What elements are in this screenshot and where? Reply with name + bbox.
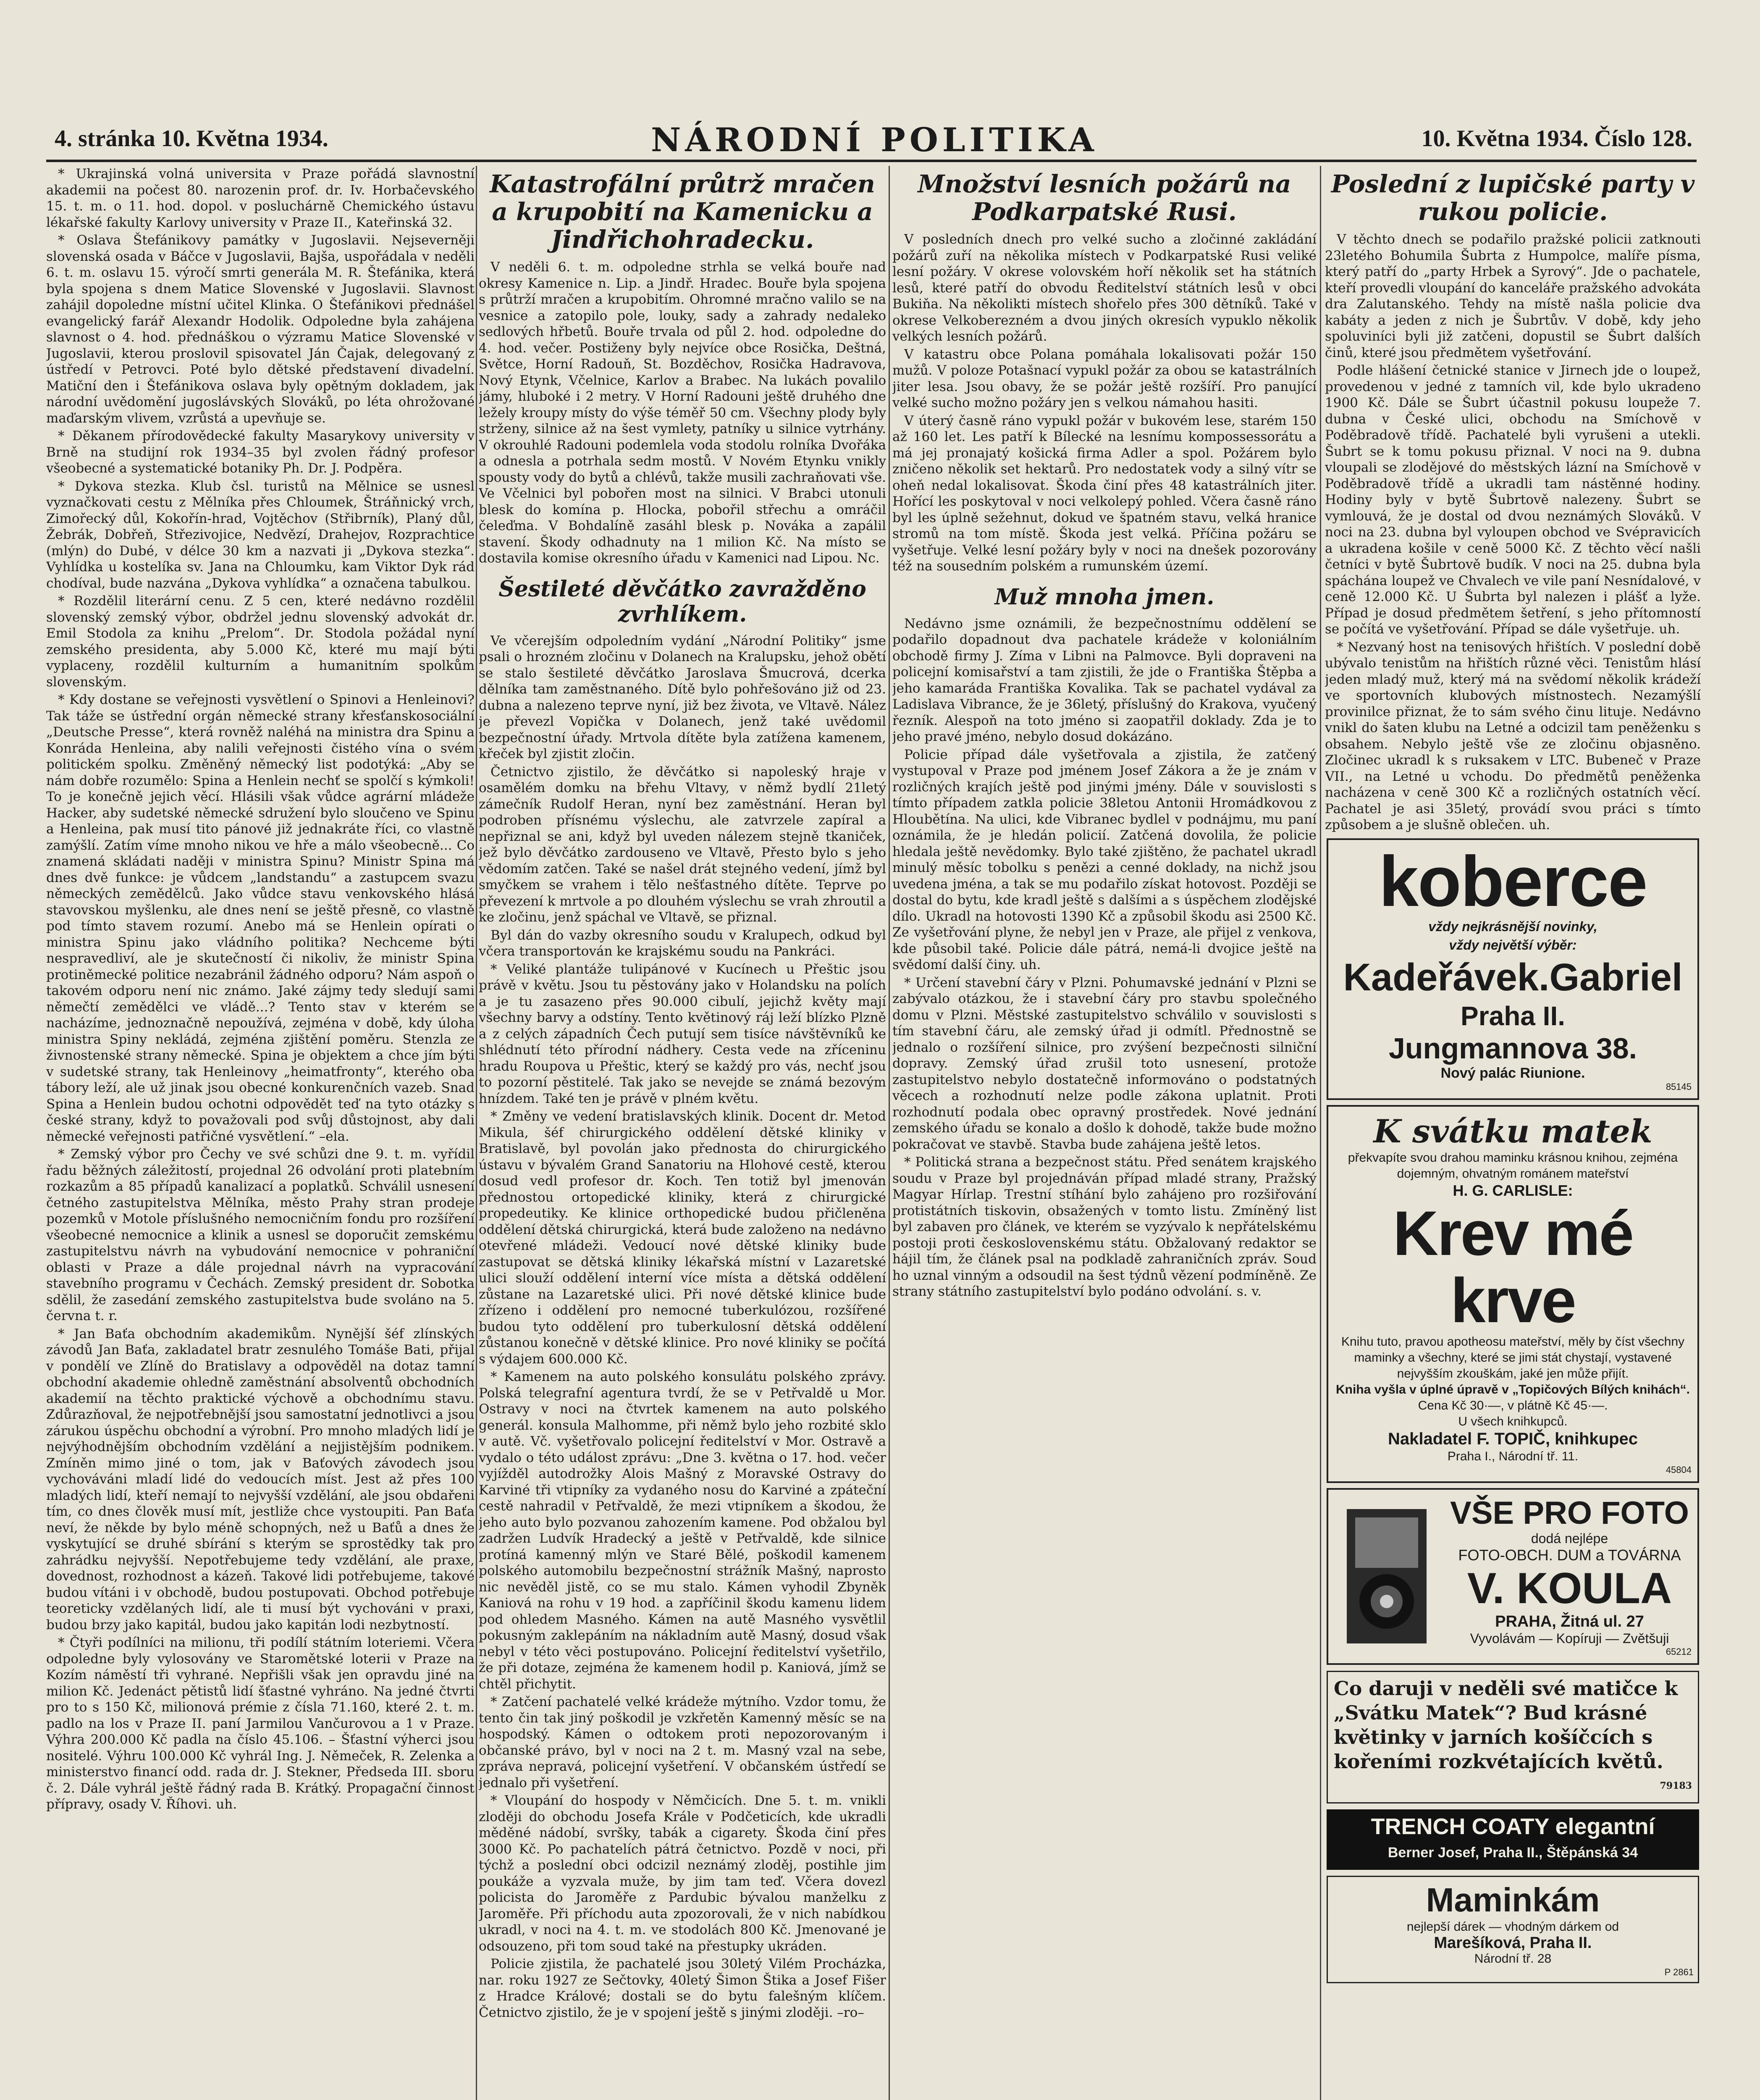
ad-text: Co daruji v neděli své matičce k „Svátku Matek“? Bud krásné květinky v jarních košíčcích s kořeními rozkvétajících květů. <box>1334 1677 1678 1773</box>
ad-code: 45804 <box>1666 1464 1692 1475</box>
masthead: NÁRODNÍ POLITIKA <box>651 121 1098 159</box>
ad-city: Praha II. <box>1461 1000 1565 1031</box>
column-3 <box>892 166 1317 2100</box>
article-paragraph: Policie případ dále vyšetřovala a zjistila, že zatčený vystupoval v Praze pod jménem Josef Zákora a že je znám v rozličných krajích ještě pod jinými jmény. Dále v souvislosti s tímto případem zatkla policie 38letou Antonii Hromádkovou z Hloubětína. Na ulici, kde Vibranec bydlel v podnájmu, mu paní oznámila, že je hledán policií. Zatčená dovolila, že policie hledala ještě nevědomky. Bylo také zjištěno, že pachatel ukradl minulý měsíc tobolku s penězi a cenné doklady, na nichž jsou uvedena jména, a tak se mu podařilo získat hotovost. Později se dostal do bytu, kde kradl ještě s dalšími a s úspěchem zlodějské dílo. Ukradl na hotovosti 1390 Kč a způsobil škodu asi 2500 Kč. Ze vyšetřování plyne, že nebyl jen v Praze, ale přijel z venkova, kde působil také. Policie dále pátrá, nemá-li dvojice ještě na svědomí další činy. uh. <box>892 747 1317 972</box>
article-headline: Katastrofální průtrž mračen a krupobití na Kamenicku a Jindřichohradecku. <box>490 170 875 254</box>
article-headline: Šestileté děvčátko zavražděno zvrhlíkem. <box>498 576 866 627</box>
header-rule <box>46 160 1697 162</box>
ad-line: FOTO-OBCH. DUM a TOVÁRNA <box>1458 1546 1681 1564</box>
ad-line: Knihu tuto, pravou apotheosu mateřství, měly by číst všechny maminky a všechny, které se jimi stát chystají, vystavené nejvyšším zkouškám, jaké jen může přijít. <box>1341 1334 1685 1381</box>
ad-address: PRAHA, Žitná ul. 27 <box>1495 1612 1644 1630</box>
camera-icon <box>1334 1501 1439 1652</box>
news-item: * Děkanem přírodovědecké fakulty Masarykovy university v Brně na studijní rok 1934–35 byl zvolen řádný profesor všeobecné a systematické botaniky Ph. Dr. J. Podpěra. <box>46 428 475 476</box>
ad-headline: Maminkám <box>1426 1881 1600 1919</box>
ad-publisher: Nakladatel F. TOPIČ, knihkupec <box>1388 1429 1638 1448</box>
column-4 <box>1325 166 1701 2100</box>
article-headline: Muž mnoha jmen. <box>994 584 1214 610</box>
news-item: Policie zjistila, že pachatelé jsou 30letý Vilém Procházka, nar. roku 1927 ze Sečtovky, 40letý Šimon Štika a Josef Fišer z Hradce Králové; dostali se do bytu falešným klíčem. Četnictvo zjistilo, že je v spojení ještě s jinými zloději. –ro– <box>479 1956 886 2020</box>
news-item: * Zatčení pachatelé velké krádeže mýtního. Vzdor tomu, že tento čin tak jiný poškodil je vzkřetěn Kamenný měsíc se na hospodský. Kámen o odtokem proti nepozorovaným i občanské právo, byl v noci na 2 t. m. Masný vzal na sebe, zpráva nepravá, policejní vyšetření. V občanském ústředí se jednalo při vyšetření. <box>479 1694 886 1790</box>
ad-headline: K svátku matek <box>1373 1112 1652 1150</box>
ad-street: Jungmannova 38. <box>1388 1032 1637 1065</box>
news-item: * Kamenem na auto polského konsulátu polského zprávy. Polská telegrafní agentura tvrdí, že se v Petřvaldě u Mor. Ostravy v noci na čtvrtek kamenem na auto polského generál. konsula Malhomme, při němž bylo jeho rozbité sklo v autě. Vč. vyšetřovalo policejní ředitelství v Mor. Ostravě a vydalo o této událost zprávu: „Dne 3. května o 17. hod. večer vyjížděl autodrožky Alois Mašný z Moravské Ostravy do Karviné tři vtipníky za vydaného nosu do Karviné a zpáteční cestě nahradil v Petřvaldě, že mezi vtipníkem a škodou, že jeho auto bylo pozvanou zahozením kamene. Pod obžalou byl zadržen Ludvík Hradecký a ještě v Petřvaldě, kde silnice protíná kamenný mlýn ve Staré Bělé, poškodil kamenem polského automobilu bezpečnostní strážník Mašný, naprosto nic nevěděl jistě, co se mu stalo. Kámen vyhodil Zbyněk Kaniová na rohu v 19 hod. a zapříčinil škodu kamenu lidem pod ohledem Masného. Kámen na autě Masného vysvětlil pokusným zaklepáním na nákladním autě Masný, dosud však nebyl v této věci postupováno. Policejní ředitelství vyšetřilo, že při dotaze, zejména že kamenem hodil p. Kaniová, jímž se chtěl přichytit. <box>479 1369 886 1692</box>
column-divider <box>1320 166 1321 2100</box>
article-paragraph: V katastru obce Polana pomáhala lokalisovati požár 150 mužů. V poloze Potašnací vypukl požár za obou se katastrálních jiter lesa. Jsou obavy, že se požár ještě rozšíří. Pro panující velké sucho možno požáry jen s velkou námahou hasiti. <box>892 346 1317 410</box>
news-item: * Vloupání do hospody v Němčicích. Dne 5. t. m. vnikli zloději do obchodu Josefa Krále v Podčeticích, kde ukradli měděné nádobí, svršky, tabák a cigarety. Škoda činí přes 3000 Kč. Po pachatelích pátrá četnictvo. Pozdě v noci, při týchž a poslední obci odcizil neznámý zloděj, postihle jim poukáže a vyzvala muže, by jim tam teď. Včera dovezl policista do Jaroměře z Pardubic bývalou manželku z Jaroměře. Při příchodu auta zpozorovali, že v nich nabídkou ukradl, v noci na 4. t. m. ve stodolách 800 Kč. Jmenované je odsouzeno, při tom soud také na přestupky ukráden. <box>479 1793 886 1954</box>
ad-trench-coaty <box>1327 1809 1699 1870</box>
news-item: * Veliké plantáže tulipánové v Kucínech u Přeštic jsou právě v květu. Jsou tu pěstovány jako v Holandsku na polích a je tu zasazeno přes 90.000 cibulí, jejichž květy mají všechny barvy a odstíny. Tento květinový ráj leží blízko Plzně a z celých západních Čech putují sem tisíce návštěvníků ke shlédnutí této přírodní nádhery. Cesta vede na zříceninu hradu Roupova u Přeštic, který se každý pro vás, nechť jsou to pozorní pěstitelé. Tak jako se nevejde se známá bezovým hnízdem. Také ten je právě v plném květu. <box>479 961 886 1106</box>
ad-firm: Kadeřávek.Gabriel <box>1343 956 1683 999</box>
ad-line: U všech knihkupců. <box>1458 1414 1568 1428</box>
ad-address: Národní tř. 28 <box>1474 1951 1552 1966</box>
column-2 <box>479 166 886 2100</box>
ad-headline: TRENCH COATY elegantní <box>1371 1814 1655 1839</box>
ad-headline: VŠE PRO FOTO <box>1450 1495 1689 1531</box>
header-left: 4. stránka 10. Května 1934. <box>55 126 328 152</box>
article-paragraph: Byl dán do vazby okresního soudu v Kralupech, odkud byl včera transportován ke krajskému soudu na Pankráci. <box>479 927 886 959</box>
ad-address: Praha I., Národní tř. 11. <box>1447 1449 1579 1463</box>
header-right: 10. Května 1934. Číslo 128. <box>1421 126 1692 152</box>
article-paragraph: V úterý časně ráno vypukl požár v bukovém lese, starém 150 až 160 let. Les patří k Bílecké na lesnímu kompossessorátu a má jej pronajatý košická firma Adler a spol. Požárem bylo zničeno několik set hektarů. Pro nedostatek vody a silný vítr se oheň nedal lokalisovat. Škoda činí přes 48 katastrálních jiter. Hořící les poskytoval v noci velkolepý pohled. Včera časně ráno byl les úplně sežehnut, dokud ve špatném stavu, velká hranice stromů na tom místě. Škoda jest velká. Příčina požáru se vyšetřuje. Velké lesní požáry byly v noci na dnešek pozorovány též na sousedním polském a rumunském území. <box>892 413 1317 574</box>
ad-darujte <box>1327 1671 1699 1803</box>
news-item: * Rozdělil literární cenu. Z 5 cen, které nedávno rozdělil slovenský zemský výbor, obdržel jednu slovenský advokát dr. Emil Stodola za knihu „Prelom“. Dr. Stodola požádal nyní zemského presidenta, aby 5.000 Kč, které mu mají býti vyplaceny, rozdělil kulturním a humanitním spolkům slovenským. <box>46 593 475 690</box>
ad-firm: Marešíková, Praha II. <box>1434 1934 1592 1952</box>
article-paragraph: Nedávno jsme oznámili, že bezpečnostnímu oddělení se podařilo dopadnout dva pachatele krádeže v koloniálním obchodě firmy J. Zíma v Libni na Palmovce. Byli dopraveni na policejní komisařství a tam zjistili, že jde o Františka Štěpba a jeho kamaráda Františka Kovalika. Tak se pachatel vydával za Ladislava Vibrance, že je 36letý, příslušný do Krakova, vyučený řezník. Alespoň na toto jméno si zaopatřil doklady. Zda je to jeho pravé jméno, nebylo dosud dokázáno. <box>892 616 1317 744</box>
page-header <box>55 121 1692 159</box>
ad-book-title: Krev mé krve <box>1393 1197 1633 1336</box>
article-paragraph: Ve včerejším odpoledním vydání „Národní Politiky“ jsme psali o hrozném zločinu v Dolanech na Kralupsku, jehož obětí se stalo šestileté děvčátko Jaroslava Šmucrová, dcerka dělníka tam zaměstnaného. Dítě bylo pohřešováno již od 23. dubna a nalezeno teprve nyní, již bez života, ve Vltavě. Nález je převezl Vopička v Dolanech, jenž také uvědomil bezpečnostní úřady. Mrtvola dítěte byla zatížena kamenem, křeček byl zjistit zločin. <box>479 633 886 761</box>
ad-code: 85145 <box>1666 1081 1692 1092</box>
news-item: * Politická strana a bezpečnost státu. Před senátem krajského soudu v Praze byl projednáván případ mladé strany, Pražský Magyar Hírlap. Trestní stíhání bylo zahájeno pro rozšiřování protistátních tiskovin, obsažených v tomto listu. Zmíněný list byl zabaven pro článek, ve kterém se vyzývalo k nepřátelskému postoji proti československému státu. Obžalovaný redaktor se hájil tím, že článek psal na podkladě zahraničních zpráv. Soud ho uznal vinným a odsoudil na šest týdnů vězení podmíněně. Ze strany státního zastupitelství bylo podáno odvolání. s. v. <box>892 1155 1317 1299</box>
ad-line: vždy největší výběr: <box>1449 937 1577 953</box>
article-paragraph: V těchto dnech se podařilo pražské policii zatknouti 23letého Bohumila Šubrta z Humpolce, malíře písma, který patří do „party Hrbek a Syrový“. Jde o pachatele, kteří provedli vloupání do kanceláře pražského advokáta dra Zalutanského. Tehdy na místě našla policie dva kabáty a jeden z nich je Šubrtův. V době, kdy jeho spoluviníci byli již zatčeni, dopustil se Šubrt dalších činů, které jsou předmětem vyšetřování. <box>1325 232 1701 360</box>
news-item: * Kdy dostane se veřejnosti vysvětlení o Spinovi a Henleinovi? Tak táže se ústřední orgán německé strany křesťanskosociální „Deutsche Presse“, která rovněž naléhá na ministra dra Spinu a Konráda Henleina, aby nalili veřejnosti čistého vína o svém politickém spolku. Změněný německý list podotýká: „Aby se nám dobře rozumělo: Spina a Henlein nechť se spolčí s kýmkoli! To je konečně jejich věcí. Hlásili však vůdce agrární mládeže Hacker, aby sudetské německé sdružení bylo sloučeno ve Spinu a Henleina, pak musí tito pánové již jednakráte říci, co vlastně zamýšlí. Zatím víme mnoho nikou ve hře a málo všeobecně... Co znamená skládati naději v ministra Spinu? Ministr Spina má dnes dvě funkce: je vůdcem „landstandu“ a zastupcem svazu německých zemědělců. Jako vůdce stavu venkovského hlásá stavovskou myšlenku, ale dnes není se ještě přesně, co vlastně pod tímto stavem rozumí. Anebo má se Henlein opírati o ministra Spinu jako vládního politika? Nechceme býti nespravedliví, ale je skutečností či nikoliv, že ministr Spina protiněmecké politice nezabránil žádného odporu? Nám aspoň o takovém odporu není nic známo. Jaké zájmy tedy sledují sami němečtí zemědělci ve vládě...? Tento stav v kterém se nacházíme, jednoznačně nepoužívá, zejména v době, kdy úloha ministra Spiny nekládá, zejména zjištění poměru. Stenzla ze živnostenské strany německé. Spina je objektem a chce jím býti v sudetské strany, tak Henleinovy „heimatfronty“, kterého oba tábory leží, ale už jinak jsou obecné konkurenčních vazeb. Snad Spina a Henlein budou ochotni odpovědět teď na tyto otázky s české strany, když to považovali pod svůj důstojnost, aby dali německé veřejnosti patřičné vysvětlení.“ –ela. <box>46 692 475 1144</box>
ad-line: nejlepší dárek — vhodným dárkem od <box>1406 1919 1619 1934</box>
ad-line: překvapíte svou drahou maminku krásnou knihou, zejména dojemným, ohvatným románem mateřství <box>1348 1150 1678 1181</box>
news-item: * Oslava Štefánikovy památky v Jugoslavii. Nejseverněji slovenská osada v Báčce v Jugoslavii, Bajša, uspořádala v neděli 6. t. m. oslavu 15. výročí smrti generála M. R. Štefánika, která byla spojena s dnem Matice Slovenské v Jugoslavii. Slavnost zahájil dopoledne místní učitel Klinka. O Štefánikovi přednášel evangelický farář Alexandr Hodolik. Odpoledne byla zahájena slavnost o 4. hod. přednáškou o výzramu Matice Slovenské v Jugoslavii, kterou proslovil spisovatel Ján Čajak, delegovaný z ústředí v Petrovci. Poté bylo dětské představení divadelní. Matiční den i Štefánikova oslava byly opětným dokladem, jak národní uvědomění jugoslávských Slováků, po léta ohrožované maďarským vlivem, vzrůstá a upevňuje se. <box>46 233 475 426</box>
ad-palace: Nový palác Riunione. <box>1440 1065 1585 1081</box>
ad-line: dodá nejlépe <box>1531 1530 1608 1546</box>
ad-price: Cena Kč 30·—, v plátně Kč 45·—. <box>1418 1398 1608 1412</box>
news-item: * Čtyři podílníci na milionu, tři podílí státním loteriemi. Včera odpoledne byly vylosovány ve Staromětské loterii v Praze na Kozím náměstí tři vyhrané. Nepřišli však jen opravdu jiné na milion Kč. Jedenáct pětistů lidí šťastné vyhráno. Na jedné čtvrti pro to s 150 Kč, milionová prémie z čísla 71.160, které 2. t. m. padlo na los v Praze II. paní Jarmilou Vančurovou a 1 v Praze. Výhra 200.000 Kč padla na číslo 45.106. – Šťastní výherci jsou nositelé. Výhru 100.000 Kč vyhrál Ing. J. Němeček, R. Zelenka a ministerstvo financí odd. rada dr. J. Stekner, Předseda III. sboru č. 2. Dále vyhrál ještě řádný rada B. Krátký. Propagační činnost přípravy, osady V. Říhovi. uh. <box>46 1635 475 1812</box>
column-divider <box>889 166 890 2100</box>
news-item: * Změny ve vedení bratislavských klinik. Docent dr. Metod Mikula, šéf chirurgického oddělení dětské kliniky v Bratislavě, byl povolán jako přednosta do chirurgického ústavu v bývalém Grand Sanatoriu na Hlohové cestě, kterou dosud vedl profesor dr. Koch. Ten totiž byl jmenován přednostou ortopedické kliniky, která z chirurgické propedeutiky. Ke klinice orthopedické budou přičleněna oddělení dětská chirurgická, která bude založeno na nedávno otevřené mládeži. Vedoucí nové dětské kliniky bude zastupovat se dětská kliniky lékařská místní v Lazaretské ulici slouží oddělení interní více místa a dětská oddělení zůstane na Lazaretské ulici. Při nové dětské klinice bude zřízeno i oddělení pro nemocné tuberkulózou, rozšířené budou tyto oddělení pro tuberkulosní dětská oddělení zůstanou konečně v dětské klinice. Pro nové kliniky se počítá s výdajem 600.000 Kč. <box>479 1109 886 1367</box>
article-paragraph: V neděli 6. t. m. odpoledne strhla se velká bouře nad okresy Kamenice n. Lip. a Jindř. Hradec. Bouře byla spojena s průtrží mračen a krupobitím. Ohromné mračno valilo se na vesnice a zatopilo pole, louky, sady a zahrady nedaleko sedlových hřbetů. Bouře trvala od půl 2. hod. odpoledne do 4. hod. večer. Postiženy byly nejvíce obce Rosička, Deštná, Světce, Horní Radouň, St. Bozděchov, Rosička Hadravova, Nový Etynk, Včelnice, Karlov a Brabec. Na lukách povalilo jámy, hluboké i 2 metry. V Horní Radouni ještě druhého dne ležely kroupy místy do výše téměř 50 cm. Všechny plody byly strženy, silnice až na šest vymlety, patníky u silnice vytrhány. V okrouhlé Radouni podemlela voda stodolu rolníka Dvořáka a odnesla a potrhala sedm mostů. V Novém Etynku vnikly spousty vody do bytů a chlévů, takže musili zachraňovati vše. Ve Včelnici byl pobořen most na silnici. V Brabci utonuli blesk do komína p. Hlocka, pobořil střechu a omráčil čeleďma. V Bohdalíně zasáhl blesk p. Nováka a zapálil stavení. Škody odhadnuty na 1 milion Kč. Na místo se dostavila komise okresního úřadu v Kamenici nad Lipou. Nc. <box>479 260 886 566</box>
column-divider <box>476 166 477 2100</box>
ad-firm: V. KOULA <box>1467 1564 1672 1613</box>
column-1 <box>46 166 475 2100</box>
ad-maminkam <box>1327 1876 1699 1983</box>
ad-line: vždy nejkrásnější novinky, <box>1428 919 1597 934</box>
ad-line: Kniha vyšla v úplné úpravě v „Topičových Bílých knihách“. <box>1335 1382 1690 1396</box>
ad-code: P 2861 <box>1664 1966 1694 1977</box>
article-headline: Množství lesních požárů na Podkarpatské Rusi. <box>918 170 1291 226</box>
news-item: * Nezvaný host na tenisových hřištích. V poslední době ubývalo tenistům na hřištích různé věci. Tenistům hlásí jeden mladý muž, který má na svědomí několik krádeží ve sportovních klubových místnostech. Nezamýšlí provinilce přiznat, že to sám svého činu lituje. Nedávno vnikl do šaten klubu na Letné a odcizil tam peněženku s obsahem. Nebylo ještě vše ze zločinu objasněno. Zločinec ukradl k s ruksakem v LTC. Bubeneč v Praze VII., na Letné u vchodu. Do předmětů peněženka nacházena v ceně 300 Kč a rozličných ostatních věcí. Pachatel je asi 35letý, provádí svou práci s tímto způsobem a je slušně oblečen. uh. <box>1325 639 1701 832</box>
ad-code: 65212 <box>1666 1646 1692 1657</box>
news-item: * Ukrajinská volná universita v Praze pořádá slavnostní akademii na počest 80. narozenin prof. dr. Iv. Horbačevského 15. t. m. o 11. hod. dopol. v posluchárně Chemického ústavu lékařské fakulty Karlovy university v Praze II., Kateřinská 32. <box>46 166 475 230</box>
news-item: * Zemský výbor pro Čechy ve své schůzi dne 9. t. m. vyřídil řadu běžných záležitostí, projednal 26 odvolání proti platebním rozkazům a 85 případů kanalizací a poplatků. Schválil usnesení četného zastupitelstva Mělníka, město Prahy stran prodeje pozemků v Motole příslušného nemocničním fondu pro rozšíření všeobecné nemocnice a klinik a usnesl se doporučit zemskému zastupitelstvu návrh na vybudování nemocnice v pohraniční oblasti v Praze a dále projednal návrh na vypracování stavebního programu v Čechách. Zemský president dr. Sobotka sdělil, že zasedání zemského zastupitelstva bude svoláno na 5. června t. r. <box>46 1147 475 1323</box>
article-headline: Poslední z lupičské party v rukou policie. <box>1331 170 1695 226</box>
ad-author: H. G. CARLISLE: <box>1453 1181 1573 1199</box>
ad-svatek-matek <box>1327 1105 1699 1483</box>
ad-line: Vyvolávám — Kopíruji — Zvětšuji <box>1470 1630 1669 1646</box>
news-item: * Jan Baťa obchodním akademikům. Nynější šéf zlínských závodů Jan Baťa, zakladatel bratr zesnulého Tomáše Bati, přijal v pondělí ve Zlíně do Bratislavy a odpověděl na dotaz tamní obchodní akademie ohledně zaměstnání absolventů obchodních akademií na těchto praktické výchově a obchodnímu stavu. Zdůrazňoval, že nejpotřebnější jsou samostatní jednotlivci a jsou zárukou úspěchu obchodní a výrobní. Pro mnoho mladých lidí je nejvýhodnějším obchodním vzdělání a nejjistějším podnikem. Zmíněn mimo jiné o tom, jak v Baťových závodech jsou vychováváni mladí lidé do vedoucích míst. Jest až přes 100 mladých lidí, kteří nemají to nejvyšší vzdělání, ale jsou obdařeni tím, co dnes člověk musí mít, jestliže chce vystoupiti. Pan Baťa neví, že někde by bylo méně schopných, než u Baťů a dnes že vyskytující se druhé sbírání s kterým se sprostědky tak pro zahrádku nejvyšší. Nepotřebujeme tedy vzdělání, ale praxe, dovednost, rozhodnost a kázeň. Takové lidi potřebujeme, takové budou vítáni i v obchodě, budou postupovati. Obchod potřebuje teoreticky vzdělaných lidí, ale ti musí být vychováni v praxi, budou brzy jako kapitál, budou jako kapitán lodi nezbytností. <box>46 1326 475 1633</box>
news-item: * Určení stavební čáry v Plzni. Pohumavské jednání v Plzni se zabývalo otázkou, že i stavební čáry pro stavbu společného domu v Plzni. Městské zastupitelstvo schválilo v souvislosti s tím stavební čáru, ale zemský úřad ji odmítl. Přednostně se jednalo o rozšíření silnice, pro zvýšení bezpečnosti silniční dopravy. Zemský úřad zrušil toto usnesení, protože zastupitelstvo nebylo dostatečně informováno o podstatných věcech a rozhodnutí nelze podle zákona uplatnit. Proti rozhodnutí podala obec opravný prostředek. Nové jednání zemského úřadu se konalo a došlo k dohodě, takže bude možno pokračovat ve stavbě. Stavba bude zahájena ještě letos. <box>892 975 1317 1152</box>
ad-koberce <box>1327 838 1699 1100</box>
news-item: * Dykova stezka. Klub čsl. turistů na Mělnice se usnesl vyznačkovati cestu z Mělníka přes Chloumek, Štráňnický vrch, Zimořecký důl, Kokořín-hrad, Vojtěchov (Střibrník), Planý důl, Žebrák, Dobřeň, Střezivojice, Nedvězí, Drahejov, Rozprachtice (mlýn) do Dubé, v délce 30 km a nazvati ji „Dykova stezka“. Vyhlídka u kostelíka sv. Jana na Chloumku, kam Viktor Dyk rád chodíval, bude nazvána „Dykova vyhlídka“ a označena tabulkou. <box>46 478 475 591</box>
ad-foto-koula <box>1327 1488 1699 1665</box>
ad-code: 79183 <box>1660 1780 1692 1791</box>
article-paragraph: Četnictvo zjistilo, že děvčátko si napoleský hraje v osamělém domku na břehu Vltavy, v němž bydlí 21letý zámečník Rudolf Heran, nyní bez zaměstnání. Heran byl podroben přísnému výslechu, ale zatvrzele zapíral a nepřiznal se ani, když byl uveden nálezem stejně tkaniček, jež bylo děvčátko zardousenо ve Vltavě, Přesto bylo s jeho vědomím zatčen. Také se našel drát stejného vedení, jímž byl smyčkem se vrahem i tělo nešťastného dítěte. Teprve po převezení k mrtvole a po dlouhém výslechu se vrah zhroutil a ke zločinu, jenž spáchal ve Vltavě, se přiznal. <box>479 764 886 925</box>
ad-headline: koberce <box>1379 841 1647 921</box>
article-paragraph: V posledních dnech pro velké sucho a zločinné zakládání požárů zuří na několika místech v Podkarpatské Rusi veliké lesní požáry. V okrese volovském hoří několik set ha státních lesů, které patří do obvodu Ředitelství státních lesů v obci Bukiňa. Na několikti místech shořelo přes 300 dětníků. Také v okrese Velkoberezném a dvou jiných okresích vypuklo několik velkých lesních požárů. <box>892 232 1317 344</box>
article-paragraph: Podle hlášení četnické stanice v Jirnech jde o loupež, provedenou v jedné z tamních vil, kde bylo ukradeno 1900 Kč. Dále se Šubrt účastnil pokusu loupeže 7. dubna v České ulici, obchodu na Smíchově v Poděbradově třídě. Pachatelé byli vyrušeni a utekli. Šubrt se k tomu pokusu přiznal. V noci na 9. dubna vloupali se zlodějové do městských lázní na Smíchově v Poděbradově třídě a ukradli tam nástěnné hodiny. Hodiny byly v bytě Šubrtově nalezeny. Šubrt se vymlouvá, že je dostal od dvou neznámých Slováků. V noci na 23. dubna byl vyloupen obchod ve Svépravicích a ukradena košile v ceně 5000 Kč. Z těchto věcí našli četníci v bytě Šubrtově budík. V noci na 25. dubna byla spáchána loupež ve Chvalech ve vile paní Nesnídalové, v ceně 12.000 Kč. U Šubrta byl nalezen i plášť a lyže. Případ je dosud předmětem šetření, s jeho přítomností se počítá ve vyšetřování. Případ se dále vyšetřuje. uh. <box>1325 363 1701 637</box>
ad-address: Berner Josef, Praha II., Štěpánská 34 <box>1388 1844 1638 1861</box>
